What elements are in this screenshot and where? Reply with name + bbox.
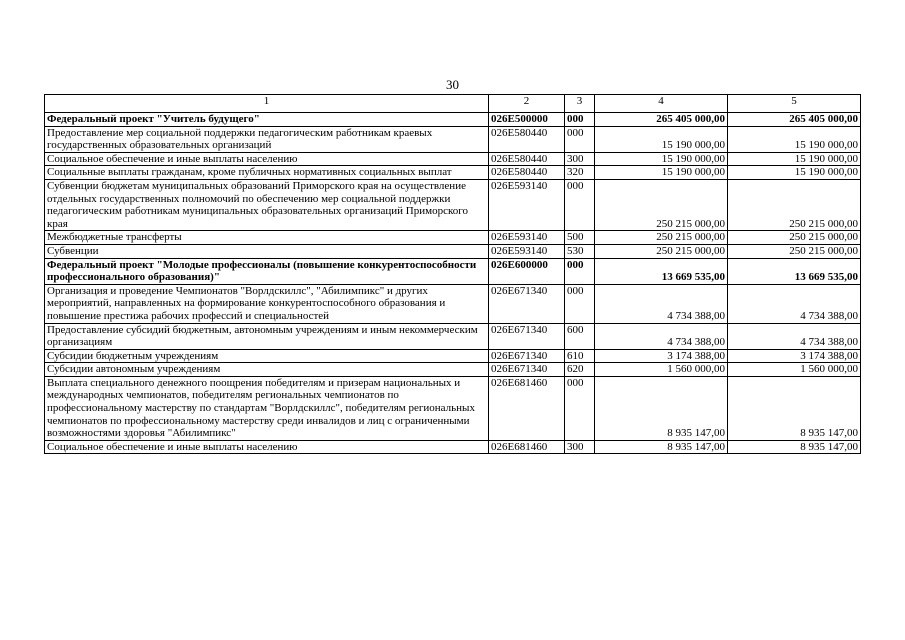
row-type-cell: 000 — [565, 126, 595, 152]
row-amount-2-cell: 15 190 000,00 — [728, 126, 861, 152]
table-row — [45, 113, 861, 127]
table-row — [45, 363, 861, 377]
row-name-cell: Выплата специального денежного поощрения победителям и призерам национальных и международных чемпионатов, победителям региональных чемпионатов по профессиональному мастерству по стандартам "Ворлдскиллс", победителям региональных чемпионатов по профессиональному мастерству среди инвалидов и лиц с ограниченными возможностями здоровья "Абилимпикс" — [45, 376, 489, 440]
row-type-cell: 320 — [565, 166, 595, 180]
row-code-cell: 026E500000 — [489, 113, 565, 127]
row-code-cell: 026E671340 — [489, 349, 565, 363]
table-row — [45, 258, 861, 284]
row-name-cell: Организация и проведение Чемпионатов "Ворлдскиллс", "Абилимпикс" и других мероприятий, направленных на формирование конкурентоспособного образования и повышение престижа рабочих профессий и специальностей — [45, 284, 489, 323]
row-type-cell: 500 — [565, 231, 595, 245]
table-row — [45, 166, 861, 180]
row-amount-2-cell: 8 935 147,00 — [728, 376, 861, 440]
table-row — [45, 284, 861, 323]
table-row — [45, 323, 861, 349]
row-amount-1-cell: 8 935 147,00 — [595, 376, 728, 440]
row-type-cell: 000 — [565, 284, 595, 323]
table-row — [45, 152, 861, 166]
row-amount-2-cell: 8 935 147,00 — [728, 440, 861, 454]
row-amount-1-cell: 15 190 000,00 — [595, 152, 728, 166]
row-amount-2-cell: 250 215 000,00 — [728, 231, 861, 245]
row-type-cell: 000 — [565, 179, 595, 230]
header-col-1: 1 — [45, 95, 489, 113]
row-name-cell: Федеральный проект "Учитель будущего" — [45, 113, 489, 127]
row-code-cell: 026E600000 — [489, 258, 565, 284]
table-row — [45, 349, 861, 363]
row-code-cell: 026E580440 — [489, 126, 565, 152]
row-amount-1-cell: 15 190 000,00 — [595, 166, 728, 180]
row-amount-2-cell: 13 669 535,00 — [728, 258, 861, 284]
row-name-cell: Предоставление субсидий бюджетным, автономным учреждениям и иным некоммерческим организациям — [45, 323, 489, 349]
row-type-cell: 000 — [565, 113, 595, 127]
row-name-cell: Федеральный проект "Молодые профессионалы (повышение конкурентоспособности профессионального образования)" — [45, 258, 489, 284]
header-col-2: 2 — [489, 95, 565, 113]
row-amount-2-cell: 265 405 000,00 — [728, 113, 861, 127]
row-amount-2-cell: 250 215 000,00 — [728, 179, 861, 230]
table-header-row — [45, 95, 861, 113]
row-type-cell: 620 — [565, 363, 595, 377]
row-amount-2-cell: 250 215 000,00 — [728, 244, 861, 258]
row-amount-1-cell: 3 174 388,00 — [595, 349, 728, 363]
row-name-cell: Социальное обеспечение и иные выплаты населению — [45, 440, 489, 454]
row-type-cell: 610 — [565, 349, 595, 363]
row-type-cell: 000 — [565, 258, 595, 284]
row-type-cell: 300 — [565, 440, 595, 454]
row-amount-2-cell: 15 190 000,00 — [728, 166, 861, 180]
row-amount-1-cell: 265 405 000,00 — [595, 113, 728, 127]
row-name-cell: Межбюджетные трансферты — [45, 231, 489, 245]
row-code-cell: 026E671340 — [489, 323, 565, 349]
row-name-cell: Предоставление мер социальной поддержки педагогическим работникам краевых государственных образовательных организаций — [45, 126, 489, 152]
table-row — [45, 179, 861, 230]
row-code-cell: 026E681460 — [489, 440, 565, 454]
row-amount-2-cell: 3 174 388,00 — [728, 349, 861, 363]
row-code-cell: 026E681460 — [489, 376, 565, 440]
row-name-cell: Субвенции бюджетам муниципальных образований Приморского края на осуществление отдельных государственных полномочий по обеспечению мер социальной поддержки педагогическим работникам муниципальных образовательных организаций Приморского края — [45, 179, 489, 230]
row-code-cell: 026E593140 — [489, 244, 565, 258]
row-name-cell: Субсидии бюджетным учреждениям — [45, 349, 489, 363]
row-amount-1-cell: 250 215 000,00 — [595, 244, 728, 258]
row-code-cell: 026E580440 — [489, 166, 565, 180]
row-amount-1-cell: 250 215 000,00 — [595, 231, 728, 245]
row-name-cell: Субвенции — [45, 244, 489, 258]
row-code-cell: 026E593140 — [489, 231, 565, 245]
row-amount-1-cell: 1 560 000,00 — [595, 363, 728, 377]
budget-table-body — [45, 95, 861, 454]
row-name-cell: Субсидии автономным учреждениям — [45, 363, 489, 377]
table-row — [45, 126, 861, 152]
row-name-cell: Социальные выплаты гражданам, кроме публичных нормативных социальных выплат — [45, 166, 489, 180]
table-row — [45, 231, 861, 245]
row-code-cell: 026E593140 — [489, 179, 565, 230]
row-code-cell: 026E671340 — [489, 363, 565, 377]
row-type-cell: 300 — [565, 152, 595, 166]
row-name-cell: Социальное обеспечение и иные выплаты населению — [45, 152, 489, 166]
row-amount-2-cell: 1 560 000,00 — [728, 363, 861, 377]
budget-table — [44, 94, 861, 454]
row-amount-2-cell: 15 190 000,00 — [728, 152, 861, 166]
header-col-5: 5 — [728, 95, 861, 113]
row-amount-1-cell: 15 190 000,00 — [595, 126, 728, 152]
row-amount-2-cell: 4 734 388,00 — [728, 284, 861, 323]
row-amount-1-cell: 4 734 388,00 — [595, 284, 728, 323]
row-amount-1-cell: 250 215 000,00 — [595, 179, 728, 230]
table-row — [45, 244, 861, 258]
row-amount-1-cell: 4 734 388,00 — [595, 323, 728, 349]
row-code-cell: 026E671340 — [489, 284, 565, 323]
row-amount-2-cell: 4 734 388,00 — [728, 323, 861, 349]
header-col-4: 4 — [595, 95, 728, 113]
row-type-cell: 600 — [565, 323, 595, 349]
row-amount-1-cell: 13 669 535,00 — [595, 258, 728, 284]
header-col-3: 3 — [565, 95, 595, 113]
row-type-cell: 530 — [565, 244, 595, 258]
row-amount-1-cell: 8 935 147,00 — [595, 440, 728, 454]
page-number: 30 — [446, 77, 459, 92]
row-type-cell: 000 — [565, 376, 595, 440]
row-code-cell: 026E580440 — [489, 152, 565, 166]
table-row — [45, 376, 861, 440]
table-row — [45, 440, 861, 454]
